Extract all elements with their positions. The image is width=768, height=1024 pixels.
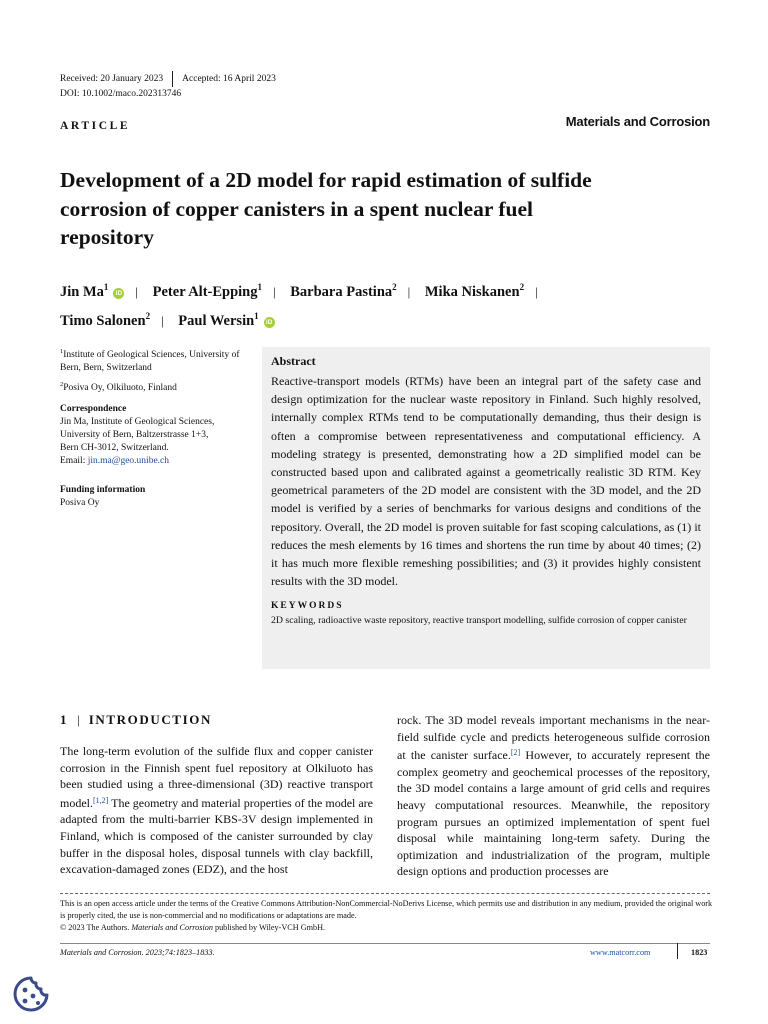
affiliation: $^2$Posiva Oy, Olkiluoto, Finland <box>60 381 177 394</box>
page-number: 1823 <box>691 948 708 957</box>
author-affiliation: 1 <box>254 310 259 321</box>
author[interactable] <box>60 310 151 329</box>
author-name: Mika Niskanen <box>424 283 520 300</box>
correspondence-line: Jin Ma, Institute of Geological Sciences, <box>60 417 215 427</box>
divider <box>60 943 710 944</box>
funding-heading: Funding information <box>60 485 146 495</box>
journal-name: Materials and Corrosion <box>565 114 710 129</box>
section-heading <box>60 712 212 728</box>
license-text: This is an open access article under the terms of the Creative Commons Attribution-NonCommercial-NoDerivs License, which permits use and distribution in any medium, provided the original work is properly cited, the use is non-commercial and no modifications or adaptations are made. <box>60 899 713 920</box>
author[interactable] <box>178 310 274 329</box>
correspondence-line: Bern CH-3012, Switzerland. <box>60 443 169 453</box>
footer-citation: Materials and Corrosion. 2023;74:1823–1833. <box>60 948 215 957</box>
author-name: Barbara Pastina <box>290 283 393 300</box>
author-affiliation: 1 <box>257 282 262 292</box>
abstract-text: Reactive-transport models (RTMs) have been an integral part of the safety case and design optimization for the nuclear waste repository in Finland. Such highly resolved, internally complex RTMs tend to be computationally demanding, thus their design is often a compromise between representativeness and computational efficiency. A modeling strategy is presented, demonstrating how a 2D simplified model can be constructed based upon and calibrated against a geometrically realistic 3D RTM. Key geometrical parameters of the 2D model are consistent with the 3D model, and the 2D model is verified by a series of benchmarks for various designs and conditions of the repository. Overall, the 2D model is proven suitable for fast scoping calculations, as (1) it reduces the mesh elements by 16 times and shortens the run time by about 40 times; (2) it has much more flexible remeshing possibilities; and (3) it provides highly consistent results with the 3D model. <box>271 374 701 589</box>
cookie-icon[interactable] <box>11 974 51 1014</box>
author-name: Timo Salonen <box>60 312 146 329</box>
author-separator: | <box>161 312 164 328</box>
section-separator: | <box>77 712 80 727</box>
license-notice <box>60 898 715 934</box>
affiliation: $^1$Institute of Geological Sciences, University of Bern, Bern, Switzerland <box>60 348 240 374</box>
orcid-icon[interactable]: iD <box>264 317 275 328</box>
received-date: Received: 20 January 2023 <box>60 74 164 84</box>
author[interactable] <box>153 284 262 300</box>
citation-link[interactable]: [2] <box>510 748 521 758</box>
body-column-left: The long-term evolution of the sulfide flux and copper canister corrosion in the Finnish spent fuel repository at Olkiluoto has been studied using a three-dimensional (3D) reactive transport model.[1,2] The geometry and material properties of the model are adapted from the multi-barrier KBS-3V design implemented in Finland, which is composed of the canister surrounded by clay buffer in the disposal holes, disposal tunnels with clay backfill, excavation-damaged zones (EDZ), and the host <box>60 744 374 877</box>
doi[interactable]: DOI: 10.1002/maco.202313746 <box>60 89 182 99</box>
abstract-heading: Abstract <box>271 354 316 368</box>
email-line: Email: jin.ma@geo.unibe.ch <box>60 456 170 466</box>
author[interactable] <box>425 284 524 300</box>
article-type-label: ARTICLE <box>60 120 131 132</box>
citation-link[interactable]: [1,2] <box>93 795 109 805</box>
keywords-heading: KEYWORDS <box>271 601 344 612</box>
funding-information <box>60 484 260 510</box>
author-affiliation: 2 <box>519 282 525 292</box>
divider <box>60 893 710 894</box>
journal-url-link[interactable]: www.matcorr.com <box>590 948 651 957</box>
author-affiliation: 2 <box>392 282 397 292</box>
section-title: INTRODUCTION <box>88 712 212 727</box>
accepted-date: Accepted: 16 April 2023 <box>182 74 276 84</box>
author-separator: | <box>273 283 276 299</box>
affiliations <box>60 345 250 395</box>
correspondence-heading: Correspondence <box>60 404 127 414</box>
divider <box>677 943 678 959</box>
author-separator: | <box>407 283 411 299</box>
author-name: Paul Wersin <box>178 312 255 329</box>
correspondence-line: University of Bern, Baltzerstrasse 1+3, <box>60 430 209 440</box>
author-separator: | <box>535 283 538 299</box>
copyright-line: © 2023 The Authors. Materials and Corrosion published by Wiley-VCH GmbH. <box>60 923 326 932</box>
author-name: Peter Alt-Epping <box>152 283 258 300</box>
author-list <box>60 275 700 333</box>
email-link[interactable]: jin.ma@geo.unibe.ch <box>87 456 170 466</box>
keywords-text: 2D scaling, radioactive waste repository, reactive transport modelling, sulfide corrosion of copper canister <box>271 615 687 627</box>
author-affiliation: 2 <box>145 310 151 321</box>
body-column-right: rock. The 3D model reveals important mechanisms in the near-field sulfide cycle and predicts heterogeneous sulfide corrosion at the canister surface.[2] However, to accurately represent the complex geometry and geochemical processes of the repository, the 3D model contains a large amount of grid cells and requires heavy computational resources. Meanwhile, the repository program pursues an optimized implementation of spent fuel disposal while maintaining long-term safety. During the optimization and industrialization of the program, multiple design options and production processes are <box>397 713 710 879</box>
author-separator: | <box>135 283 139 299</box>
divider <box>172 71 173 87</box>
orcid-icon[interactable]: iD <box>113 288 124 299</box>
abstract-box <box>262 347 710 669</box>
author-name: Jin Ma <box>60 283 104 300</box>
paper-title: Development of a 2D model for rapid estimation of sulfide corrosion of copper canisters in a spent nuclear fuel repository <box>60 168 592 249</box>
author[interactable] <box>60 284 124 300</box>
author[interactable] <box>290 284 396 300</box>
author-affiliation: 1 <box>103 282 109 292</box>
article-dates <box>60 71 276 87</box>
correspondence <box>60 403 260 468</box>
section-number: 1 <box>60 712 69 727</box>
funding-text: Posiva Oy <box>60 498 100 508</box>
